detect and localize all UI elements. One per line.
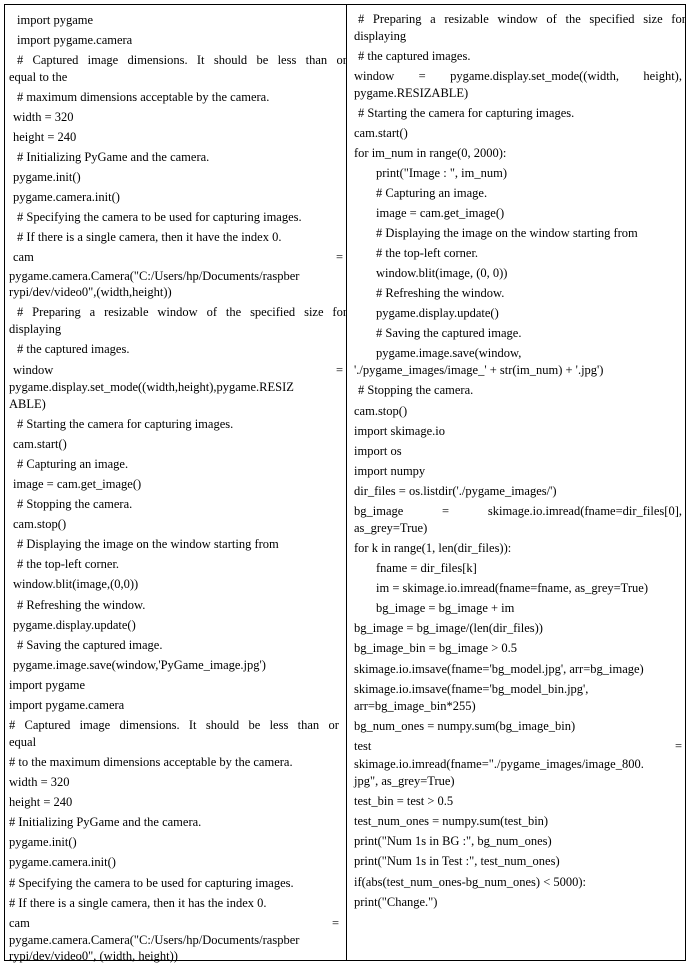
- code-line: pygame.display.update(): [13, 618, 136, 632]
- code-line: skimage.io.imsave(fname='bg_model.jpg', arr=bg_image): [354, 662, 644, 676]
- code-line: print("Num 1s in Test :", test_num_ones): [354, 854, 560, 868]
- code-line: [9, 249, 343, 265]
- code-line: # the top-left corner.: [376, 246, 479, 260]
- code-line: import pygame: [9, 678, 86, 692]
- code-line: pygame.camera.Camera("C:/Users/hp/Documents/raspber: [9, 269, 300, 283]
- code-line: # If there is a single camera, then it have the index 0.: [17, 230, 282, 244]
- code-line: test_num_ones = numpy.sum(test_bin): [354, 814, 549, 828]
- code-line: print("Num 1s in BG :", bg_num_ones): [354, 834, 552, 848]
- code-line: [9, 915, 339, 931]
- code-word: =: [418, 69, 426, 83]
- code-word: should: [213, 53, 248, 67]
- code-line: [9, 362, 343, 378]
- code-word: for: [671, 12, 686, 26]
- code-word: Captured: [32, 53, 79, 67]
- code-line: # Saving the captured image.: [17, 638, 163, 652]
- code-word: #: [358, 12, 365, 26]
- column-divider: [346, 5, 347, 960]
- code-line: cam.start(): [354, 126, 408, 140]
- code-line: for im_num in range(0, 2000):: [354, 146, 507, 160]
- code-line: [9, 717, 339, 733]
- code-table: [4, 4, 686, 961]
- code-line: # Refreshing the window.: [376, 286, 505, 300]
- code-word: Preparing: [32, 305, 81, 319]
- code-token: test: [354, 739, 372, 753]
- code-word: #: [17, 53, 24, 67]
- code-line: [354, 68, 682, 84]
- code-line: # Stopping the camera.: [358, 383, 474, 397]
- code-word: Preparing: [372, 12, 422, 26]
- code-word: Captured: [24, 718, 71, 732]
- code-word: height),: [643, 69, 682, 83]
- code-line: # Initializing PyGame and the camera.: [9, 815, 202, 829]
- code-line: pygame.RESIZABLE): [354, 86, 469, 100]
- code-line: print("Change."): [354, 895, 438, 909]
- code-word: be: [248, 718, 261, 732]
- code-line: ABLE): [9, 397, 46, 411]
- code-word: less: [269, 718, 289, 732]
- code-word: size: [643, 12, 663, 26]
- code-word: It: [188, 718, 197, 732]
- code-word: dimensions.: [119, 718, 180, 732]
- code-word: for: [332, 305, 347, 319]
- code-line: # the captured images.: [17, 342, 130, 356]
- code-line: pygame.init(): [13, 170, 81, 184]
- code-token: =: [335, 363, 343, 377]
- code-line: # Saving the captured image.: [376, 326, 522, 340]
- code-word: image: [87, 53, 119, 67]
- code-word: It: [196, 53, 205, 67]
- code-line: [354, 738, 682, 754]
- code-line: pygame.camera.init(): [9, 855, 116, 869]
- code-line: pygame.image.save(window,'PyGame_image.jpg'): [13, 658, 266, 672]
- code-line: window.blit(image, (0, 0)): [376, 266, 508, 280]
- code-line: cam.stop(): [13, 517, 67, 531]
- code-word: resizable: [104, 305, 149, 319]
- code-line: equal: [9, 735, 37, 749]
- code-line: # Specifying the camera to be used for capturing images.: [9, 876, 294, 890]
- code-word: a: [89, 305, 96, 319]
- code-line: cam.start(): [13, 437, 67, 451]
- code-line: bg_image = bg_image + im: [376, 601, 515, 615]
- code-word: specified: [589, 12, 635, 26]
- code-word: #: [9, 718, 16, 732]
- code-line: cam.stop(): [354, 404, 408, 418]
- code-line: # Capturing an image.: [17, 457, 129, 471]
- code-line: './pygame_images/image_' + str(im_num) + '.jpg'): [354, 363, 604, 377]
- code-word: than: [297, 718, 320, 732]
- code-line: rypi/dev/video0",(width,height)): [9, 285, 172, 299]
- code-word: resizable: [444, 12, 489, 26]
- code-line: for k in range(1, len(dir_files)):: [354, 541, 512, 555]
- code-line: skimage.io.imsave(fname='bg_model_bin.jpg',: [354, 682, 589, 696]
- code-line: [9, 304, 347, 320]
- code-line: import skimage.io: [354, 424, 445, 438]
- code-word: skimage.io.imread(fname=dir_files[0],: [487, 504, 682, 518]
- code-line: import numpy: [354, 464, 426, 478]
- code-line: equal to the: [9, 70, 68, 84]
- code-line: # to the maximum dimensions acceptable by the camera.: [9, 755, 293, 769]
- code-word: image: [79, 718, 111, 732]
- code-line: pygame.init(): [9, 835, 77, 849]
- code-word: #: [17, 305, 24, 319]
- code-line: displaying: [354, 29, 407, 43]
- code-line: # maximum dimensions acceptable by the camera.: [17, 90, 270, 104]
- code-word: =: [442, 504, 450, 518]
- code-word: pygame.display.set_mode((width,: [450, 69, 620, 83]
- code-line: # Refreshing the window.: [17, 598, 146, 612]
- code-line: print("Image : ", im_num): [376, 166, 508, 180]
- code-word: size: [304, 305, 324, 319]
- code-line: pygame.image.save(window,: [376, 346, 522, 360]
- code-line: [354, 11, 686, 27]
- code-token: cam: [9, 916, 30, 930]
- code-line: bg_num_ones = numpy.sum(bg_image_bin): [354, 719, 576, 733]
- code-line: width = 320: [9, 775, 70, 789]
- code-line: as_grey=True): [354, 521, 428, 535]
- code-line: image = cam.get_image(): [376, 206, 505, 220]
- code-line: # Capturing an image.: [376, 186, 488, 200]
- code-word: bg_image: [354, 504, 404, 518]
- code-line: pygame.display.update(): [376, 306, 499, 320]
- code-line: bg_image_bin = bg_image > 0.5: [354, 641, 518, 655]
- code-word: or: [328, 718, 339, 732]
- code-line: # If there is a single camera, then it has the index 0.: [9, 896, 267, 910]
- code-word: window: [354, 69, 395, 83]
- code-line: height = 240: [9, 795, 73, 809]
- code-word: of: [206, 305, 217, 319]
- code-line: [354, 503, 682, 519]
- code-word: be: [256, 53, 269, 67]
- code-token: cam: [13, 250, 34, 264]
- code-line: # Displaying the image on the window starting from: [17, 537, 279, 551]
- code-line: # Starting the camera for capturing images.: [358, 106, 575, 120]
- code-line: # Displaying the image on the window starting from: [376, 226, 638, 240]
- code-line: fname = dir_files[k]: [376, 561, 477, 575]
- code-line: test_bin = test > 0.5: [354, 794, 454, 808]
- code-line: # the top-left corner.: [17, 557, 120, 571]
- code-line: import pygame: [17, 13, 94, 27]
- code-line: window.blit(image,(0,0)): [13, 577, 139, 591]
- code-word: the: [565, 12, 581, 26]
- code-word: window: [157, 305, 198, 319]
- code-line: rypi/dev/video0", (width, height)): [9, 949, 178, 963]
- code-token: =: [331, 916, 339, 930]
- code-word: window: [497, 12, 538, 26]
- code-line: if(abs(test_num_ones-bg_num_ones) < 5000):: [354, 875, 587, 889]
- code-word: than: [305, 53, 328, 67]
- code-line: import os: [354, 444, 402, 458]
- code-line: jpg", as_grey=True): [354, 774, 455, 788]
- code-line: # the captured images.: [358, 49, 471, 63]
- code-line: pygame.camera.init(): [13, 190, 120, 204]
- code-line: import pygame.camera: [17, 33, 133, 47]
- code-line: import pygame.camera: [9, 698, 125, 712]
- code-word: specified: [250, 305, 296, 319]
- code-line: displaying: [9, 322, 62, 336]
- code-line: skimage.io.imread(fname="./pygame_images/image_800.: [354, 757, 644, 771]
- code-word: or: [336, 53, 347, 67]
- code-line: # Starting the camera for capturing images.: [17, 417, 234, 431]
- code-line: # Initializing PyGame and the camera.: [17, 150, 210, 164]
- code-line: dir_files = os.listdir('./pygame_images/'): [354, 484, 557, 498]
- code-line: image = cam.get_image(): [13, 477, 142, 491]
- code-line: # Specifying the camera to be used for capturing images.: [17, 210, 302, 224]
- code-line: pygame.camera.Camera("C:/Users/hp/Documents/raspber: [9, 933, 300, 947]
- code-word: should: [205, 718, 240, 732]
- code-line: height = 240: [13, 130, 77, 144]
- code-line: arr=bg_image_bin*255): [354, 699, 476, 713]
- code-line: bg_image = bg_image/(len(dir_files)): [354, 621, 543, 635]
- code-line: width = 320: [13, 110, 74, 124]
- code-line: im = skimage.io.imread(fname=fname, as_grey=True): [376, 581, 648, 595]
- code-line: pygame.display.set_mode((width,height),pygame.RESIZ: [9, 380, 294, 394]
- code-word: the: [225, 305, 242, 319]
- code-line: # Stopping the camera.: [17, 497, 133, 511]
- code-word: dimensions.: [127, 53, 188, 67]
- code-line: [9, 52, 347, 68]
- code-token: =: [674, 739, 682, 753]
- code-word: a: [430, 12, 436, 26]
- code-token: window: [13, 363, 54, 377]
- code-word: less: [277, 53, 297, 67]
- code-token: =: [335, 250, 343, 264]
- code-word: of: [546, 12, 557, 26]
